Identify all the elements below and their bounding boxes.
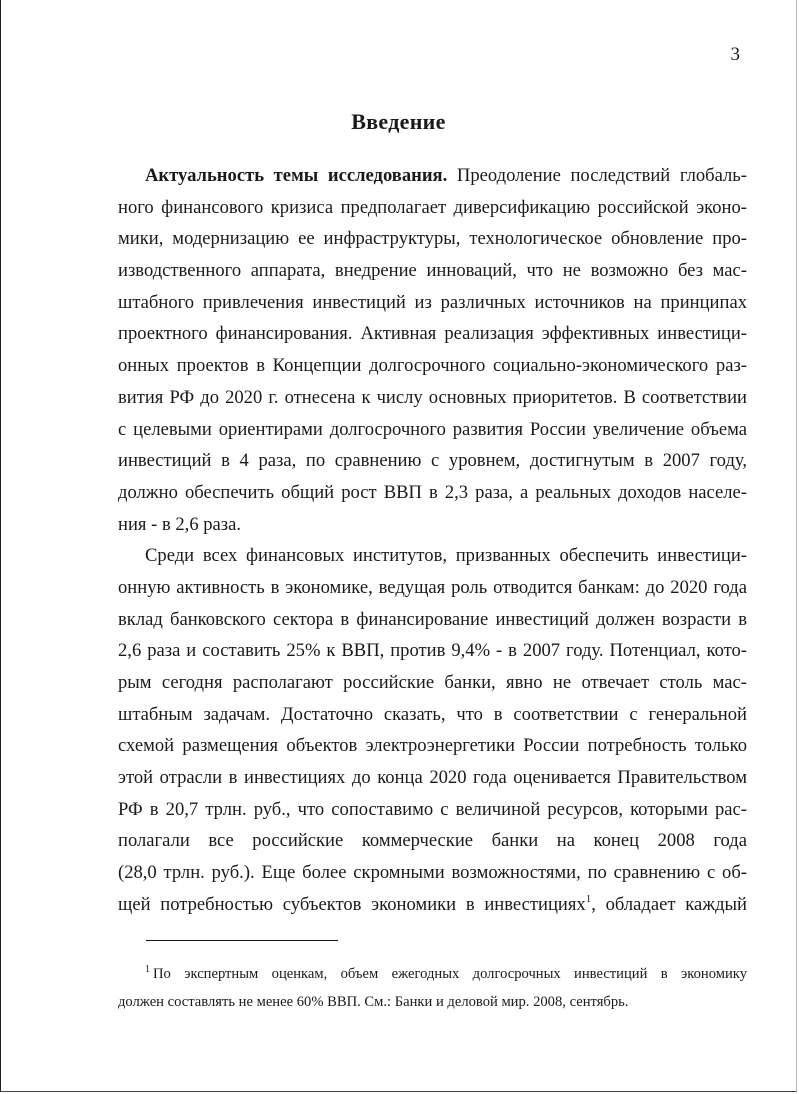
paragraph-2-line: полагали все российские коммерческие банки на конец 2008 года bbox=[118, 830, 747, 852]
paragraph-1-line: проектного финансирования. Активная реализация эффективных инвестици- bbox=[118, 323, 747, 345]
paragraph-1-line: онных проектов в Концепции долгосрочного социально-экономического раз- bbox=[118, 355, 747, 377]
paragraph-2-line: (28,0 трлн. руб.). Еще более скромными возможностями, по сравнению с об- bbox=[118, 862, 747, 884]
paragraph-1-line: вития РФ до 2020 г. отнесена к числу основных приоритетов. В соответствии bbox=[118, 386, 747, 408]
paragraph-1-line: ния - в 2,6 раза. bbox=[118, 513, 242, 535]
paragraph-2-line: РФ в 20,7 трлн. руб., что сопоставимо с величиной ресурсов, которыми рас- bbox=[118, 798, 747, 820]
paragraph-1-line: мики, модернизацию ее инфраструктуры, технологическое обновление про- bbox=[118, 228, 747, 250]
paragraph-1-line: должно обеспечить общий рост ВВП в 2,3 раза, а реальных доходов населе- bbox=[118, 481, 747, 503]
paragraph-1-line: штабного привлечения инвестиций из различных источников на принципах bbox=[118, 291, 747, 313]
footnote-separator bbox=[146, 940, 338, 941]
paragraph-1-line: с целевыми ориентирами долгосрочного развития России увеличение объема bbox=[118, 418, 747, 440]
paragraph-2-line: штабным задачам. Достаточно сказать, что в соответствии с генеральной bbox=[118, 703, 747, 725]
paragraph-1-line: инвестиций в 4 раза, по сравнению с уровнем, достигнутым в 2007 году, bbox=[118, 450, 747, 472]
footnote-reference[interactable]: 1 bbox=[585, 892, 592, 905]
paragraph-2-line: этой отрасли в инвестициях до конца 2020 года оценивается Правительством bbox=[118, 767, 747, 789]
paragraph-1-line: ного финансового кризиса предполагает диверсификацию российской эконо- bbox=[118, 196, 747, 218]
paragraph-2-last-line-start: щей потребностью субъектов экономики в инвестициях bbox=[118, 893, 586, 915]
paragraph-1-line: изводственного аппарата, внедрение инноваций, что не возможно без мас- bbox=[118, 260, 747, 282]
paragraph-2-line: 2,6 раза и составить 25% к ВВП, против 9,4% - в 2007 году. Потенциал, кото- bbox=[118, 640, 747, 662]
paragraph-2-line: рым сегодня располагают российские банки, явно не отвечает столь мас- bbox=[118, 672, 747, 693]
paragraph-2-line: вклад банковского сектора в финансирование инвестиций должен возрасти в bbox=[118, 608, 747, 630]
footnote-line: должен составлять не менее 60% ВВП. См.: Банки и деловой мир. 2008, сентябрь. bbox=[118, 994, 629, 1010]
paragraph-1-first-line-text: Преодоление последствий глобаль- bbox=[447, 165, 747, 186]
page-number: 3 bbox=[730, 44, 740, 65]
paragraph-2-last-line-end: , обладает каждый bbox=[591, 893, 747, 915]
paragraph-1-line bbox=[118, 160, 747, 192]
paragraph-2-line: схемой размещения объектов электроэнергетики России потребность только bbox=[118, 735, 747, 757]
paragraph-2-line: онную активность в экономике, ведущая роль отводится банкам: до 2020 года bbox=[118, 576, 747, 598]
paragraph-2-line: Среди всех финансовых институтов, призванных обеспечить инвестици- bbox=[145, 545, 747, 567]
paragraph-2-line bbox=[118, 889, 747, 921]
footnote-line bbox=[118, 960, 747, 988]
body-text bbox=[118, 160, 747, 921]
footnote-line-1-text: По экспертным оценкам, объем ежегодных долгосрочных инвестиций в экономику bbox=[153, 966, 747, 982]
lead-phrase: Актуальность темы исследования. bbox=[145, 165, 448, 186]
section-heading: Введение bbox=[351, 109, 446, 134]
footnote-marker: 1 bbox=[145, 964, 150, 975]
footnote bbox=[118, 960, 747, 1016]
